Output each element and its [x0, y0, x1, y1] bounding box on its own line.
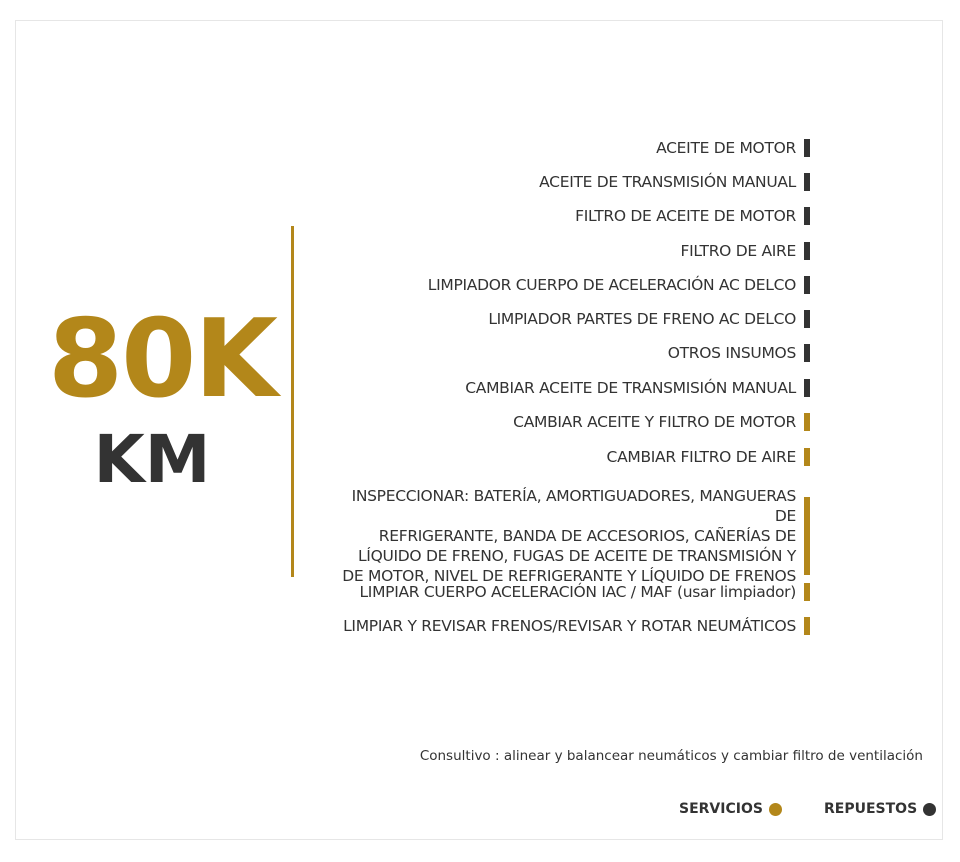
repuesto-bar-icon	[804, 379, 810, 397]
maintenance-item	[575, 206, 810, 226]
maintenance-item-label: LIMPIADOR PARTES DE FRENO AC DELCO	[488, 310, 796, 328]
maintenance-item-label: LIMPIAR CUERPO ACELERACIÓN IAC / MAF (usar limpiador)	[359, 583, 796, 601]
vertical-divider	[291, 226, 294, 577]
repuesto-bar-icon	[804, 310, 810, 328]
servicio-bar-icon	[804, 448, 810, 466]
maintenance-item-label: ACEITE DE MOTOR	[656, 139, 796, 157]
repuesto-bar-icon	[804, 173, 810, 191]
maintenance-item	[428, 275, 810, 295]
servicio-bar-icon	[804, 617, 810, 635]
maintenance-item	[539, 172, 810, 192]
maintenance-item-label: FILTRO DE ACEITE DE MOTOR	[575, 207, 796, 225]
maintenance-item	[607, 447, 810, 467]
servicios-dot-icon	[769, 803, 782, 816]
repuestos-dot-icon	[923, 803, 936, 816]
legend-repuestos-label: REPUESTOS	[824, 801, 918, 817]
maintenance-item-label: ACEITE DE TRANSMISIÓN MANUAL	[539, 173, 796, 191]
servicio-bar-icon	[804, 497, 810, 575]
maintenance-item	[668, 343, 810, 363]
maintenance-item	[330, 486, 810, 586]
maintenance-item-label: OTROS INSUMOS	[667, 344, 796, 362]
servicio-bar-icon	[804, 583, 810, 601]
maintenance-item	[513, 412, 810, 432]
maintenance-item-label: LIMPIAR Y REVISAR FRENOS/REVISAR Y ROTAR NEUMÁTICOS	[343, 617, 796, 635]
legend-servicios-label: SERVICIOS	[679, 801, 763, 817]
repuesto-bar-icon	[804, 276, 810, 294]
maintenance-item-label: CAMBIAR ACEITE DE TRANSMISIÓN MANUAL	[465, 379, 796, 397]
maintenance-item	[343, 616, 810, 636]
servicio-bar-icon	[804, 413, 810, 431]
repuesto-bar-icon	[804, 139, 810, 157]
maintenance-item	[488, 309, 810, 329]
maintenance-item	[359, 582, 810, 602]
legend-servicios	[679, 801, 782, 817]
maintenance-item-label: CAMBIAR FILTRO DE AIRE	[606, 448, 796, 466]
advisory-note: Consultivo : alinear y balancear neumáticos y cambiar filtro de ventilación	[419, 748, 923, 764]
repuesto-bar-icon	[804, 344, 810, 362]
maintenance-item	[465, 378, 810, 398]
repuesto-bar-icon	[804, 207, 810, 225]
repuesto-bar-icon	[804, 242, 810, 260]
maintenance-item-label: CAMBIAR ACEITE Y FILTRO DE MOTOR	[513, 413, 796, 431]
maintenance-item-label: LIMPIADOR CUERPO DE ACELERACIÓN AC DELCO	[427, 276, 796, 294]
maintenance-item-label: INSPECCIONAR: BATERÍA, AMORTIGUADORES, MANGUERAS DE REFRIGERANTE, BANDA DE ACCESORIOS, CAÑERÍAS DE LÍQUIDO DE FRENO, FUGAS DE ACEITE DE TRANSMISIÓN Y DE MOTOR, NIVEL DE REFRIGERANTE Y LÍQUIDO DE FRENOS	[342, 487, 796, 585]
maintenance-item	[656, 138, 810, 158]
mileage-unit: KM	[93, 421, 211, 498]
legend-repuestos	[824, 801, 936, 817]
maintenance-item	[680, 241, 810, 261]
maintenance-item-label: FILTRO DE AIRE	[680, 242, 796, 260]
mileage-number: 80K	[48, 297, 276, 422]
